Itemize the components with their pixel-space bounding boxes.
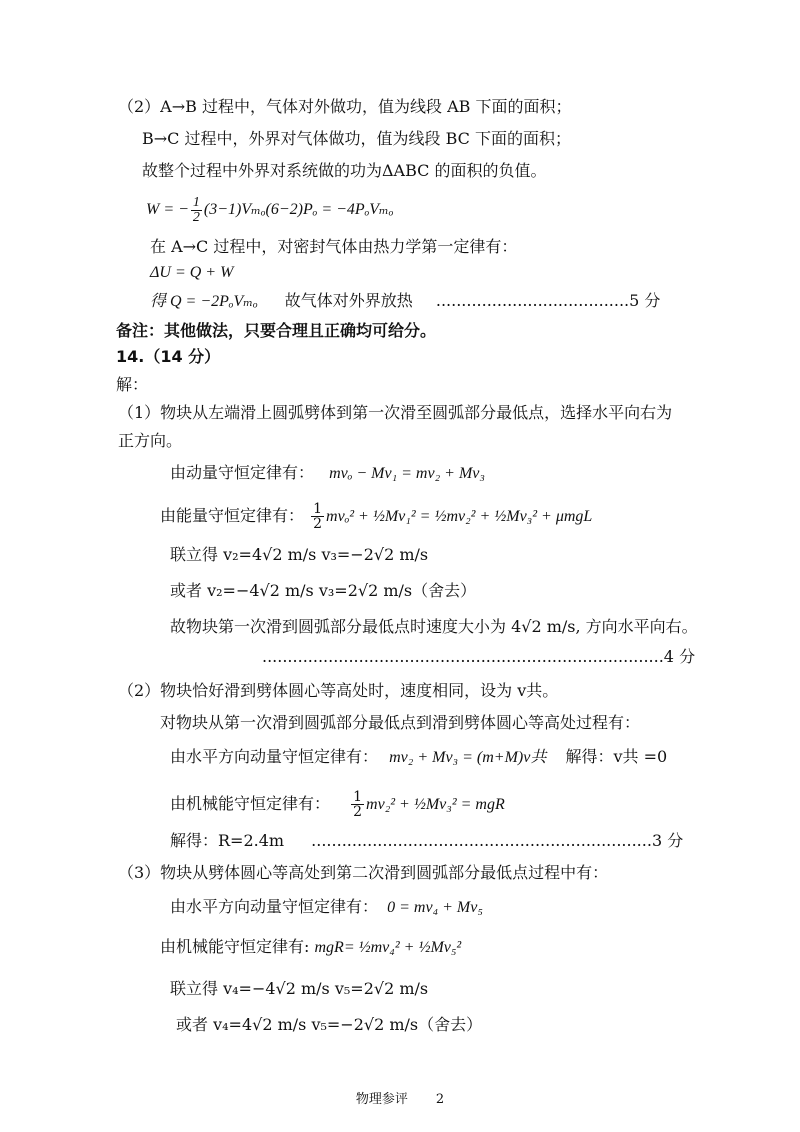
p2-line4: 在 A→C 过程中，对密封气体由热力学第一定律有： bbox=[150, 237, 518, 256]
q-equation: 得 Q = −2PₒVₘₒ bbox=[150, 293, 258, 310]
p3-combine: 联立得 v₄=−4√2 m/s v₅=2√2 m/s bbox=[170, 979, 429, 998]
p3-energy bbox=[160, 936, 461, 959]
q14-title: 14.（14 分） bbox=[116, 347, 221, 366]
p2q-result-line bbox=[170, 830, 683, 852]
p3-or: 或者 v₄=4√2 m/s v₅=−2√2 m/s（舍去） bbox=[176, 1015, 483, 1034]
p1-intro1: （1）物块从左端滑上圆弧劈体到第一次滑至圆弧部分最低点，选择水平向右为 bbox=[118, 403, 673, 422]
p3-momentum bbox=[170, 896, 483, 919]
p1-dots: ............................................................................... bbox=[262, 647, 664, 666]
p2q-dots: ................................................................... bbox=[311, 831, 652, 850]
p3-intro: （3）物块从劈体圆心等高处到第二次滑到圆弧部分最低点过程中有： bbox=[118, 863, 609, 882]
p1-energy bbox=[160, 502, 592, 531]
p2q-energy-label: 由机械能守恒定律有： bbox=[170, 794, 331, 813]
p3-energy-label: 由机械能守恒定律有: bbox=[160, 937, 310, 956]
half-fraction: $\frac{1}{2}$ bbox=[192, 195, 200, 225]
p2-line3: 故整个过程中外界对系统做的功为ΔABC 的面积的负值。 bbox=[142, 161, 547, 180]
q-dots: ...................................... bbox=[435, 291, 630, 310]
q14-solve: 解： bbox=[116, 375, 149, 394]
p3-momentum-eq: 0 = mv₄ + Mv₅ bbox=[387, 899, 483, 916]
p1-momentum-eq: mvₒ − Mv₁ = mv₂ + Mv₃ bbox=[329, 465, 485, 482]
work-rhs: (3−1)Vₘₒ(6−2)Pₒ = −4PₒVₘₒ bbox=[203, 201, 394, 219]
work-equation bbox=[146, 196, 393, 225]
p2q-intro: （2）物块恰好滑到劈体圆心等高处时，速度相同，设为 v共。 bbox=[118, 681, 559, 700]
q-line bbox=[150, 290, 660, 313]
footer-label: 物理参评 bbox=[355, 1092, 408, 1107]
p1-intro2: 正方向。 bbox=[118, 431, 183, 450]
p2q-score: 3 分 bbox=[651, 831, 684, 850]
p2q-momentum-label: 由水平方向动量守恒定律有： bbox=[170, 747, 379, 766]
p3-energy-eq: mgR= ½mv₄² + ½Mv₅² bbox=[314, 939, 462, 956]
p1-score: 4 分 bbox=[663, 647, 696, 666]
page-footer bbox=[0, 1088, 800, 1107]
p1-result: 故物块第一次滑到圆弧部分最低点时速度大小为 4√2 m/s, 方向水平向右。 bbox=[170, 617, 698, 636]
q-score: 5 分 bbox=[629, 291, 661, 310]
p2-line2: B→C 过程中，外界对气体做功，值为线段 BC 下面的面积； bbox=[142, 129, 571, 148]
p1-combine: 联立得 v₂=4√2 m/s v₃=−2√2 m/s bbox=[170, 545, 429, 564]
p2q-momentum-eq: mv₂ + Mv₃ = (m+M)v共 bbox=[389, 749, 547, 766]
p1-or: 或者 v₂=−4√2 m/s v₃=2√2 m/s（舍去） bbox=[170, 581, 477, 600]
p1-energy-label: 由能量守恒定律有： bbox=[160, 506, 305, 525]
p1-energy-eq: mvₒ² + ½Mv₁² = ½mv₂² + ½Mv₃² + μmgL bbox=[326, 508, 593, 525]
first-law-equation: ΔU = Q + W bbox=[150, 264, 234, 281]
p1-momentum-label: 由动量守恒定律有： bbox=[170, 463, 315, 482]
p2q-energy-half: $\frac{1}{2}$ bbox=[353, 789, 363, 820]
p2-line1: （2）A→B 过程中，气体对外做功，值为线段 AB 下面的面积； bbox=[118, 97, 572, 116]
work-lhs: W = − bbox=[146, 201, 189, 219]
p1-momentum bbox=[170, 462, 485, 485]
grading-note: 备注：其他做法，只要合理且正确均可给分。 bbox=[116, 321, 437, 340]
p2q-solve: 解得：v共 =0 bbox=[565, 747, 668, 766]
p2q-momentum bbox=[170, 746, 667, 769]
p1-energy-half: $\frac{1}{2}$ bbox=[313, 501, 323, 532]
q-conclusion: 故气体对外界放热 bbox=[284, 291, 413, 310]
p3-momentum-label: 由水平方向动量守恒定律有： bbox=[170, 897, 379, 916]
p2q-result: 解得：R=2.4m bbox=[170, 831, 285, 850]
p2q-process: 对物块从第一次滑到圆弧部分最低点到滑到劈体圆心等高处过程有： bbox=[160, 713, 641, 732]
p1-score-line bbox=[262, 646, 695, 668]
footer-page-number: 2 bbox=[435, 1092, 445, 1107]
p2q-energy bbox=[170, 790, 505, 819]
p2q-energy-eq: mv₂² + ½Mv₃² = mgR bbox=[366, 796, 505, 813]
